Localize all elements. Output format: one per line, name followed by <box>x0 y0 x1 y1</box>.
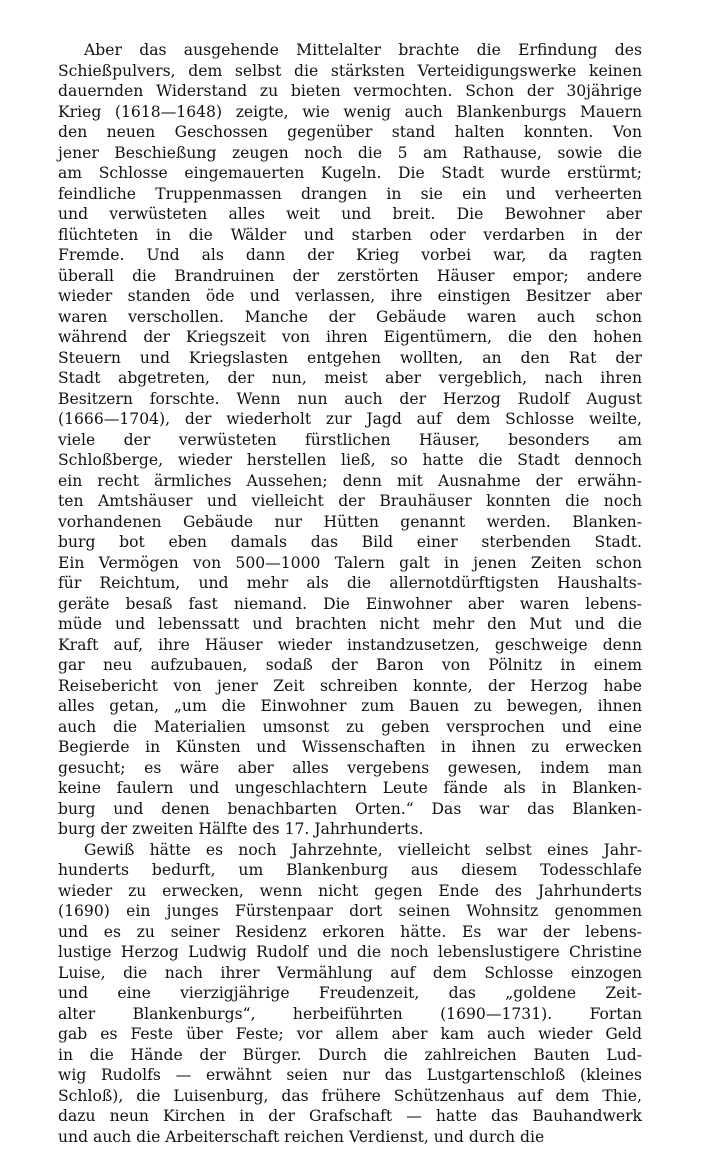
text-line: keine faulern und ungeschlachtern Leute fände als in Blanken- <box>58 779 642 797</box>
text-line: geräte besaß fast niemand. Die Einwohner aber waren lebens- <box>58 594 642 613</box>
text-line: Luise, die nach ihrer Vermählung auf dem Schlosse einzogen <box>58 963 642 982</box>
text-line: (1666—1704), der wiederholt zur Jagd auf dem Schlosse weilte, <box>58 410 642 428</box>
text-line: alles getan, „um die Einwohner zum Bauen zu bewegen, ihnen <box>58 697 642 715</box>
text-line: viele der verwüsteten fürstlichen Häuser, besonders am <box>58 430 642 449</box>
text-line: Reisebericht von jener Zeit schreiben konnte, der Herzog habe <box>58 676 642 695</box>
text-line: Ein Vermögen von 500—1000 Talern galt in jenen Zeiten schon <box>58 553 642 572</box>
text-line: flüchteten in die Wälder und starben oder verdarben in der <box>58 225 642 244</box>
text-line: burg bot eben damals das Bild einer sterbenden Stadt. <box>58 533 642 551</box>
text-line: und auch die Arbeiterschaft reichen Verdienst, und durch die <box>58 1127 545 1146</box>
text-line: wig Rudolfs — erwähnt seien nur das Lustgartenschloß (kleines <box>58 1066 642 1084</box>
text-line: und verwüsteten alles weit und breit. Die Bewohner aber <box>58 205 642 223</box>
text-line: Schießpulvers, dem selbst die stärksten Verteidigungswerke keinen <box>58 61 642 80</box>
text-line: Krieg (1618—1648) zeigte, wie wenig auch Blankenburgs Mauern <box>58 102 642 121</box>
text-line: vorhandenen Gebäude nur Hütten genannt werden. Blanken- <box>58 512 642 531</box>
text-line: gar neu aufzubauen, sodaß der Baron von Pölnitz in einem <box>58 656 642 674</box>
text-line: (1690) ein junges Fürstenpaar dort seinen Wohnsitz genommen <box>58 902 642 920</box>
text-line: gesucht; es wäre aber alles vergebens gewesen, indem man <box>58 758 642 777</box>
text-line: Stadt abgetreten, der nun, meist aber vergeblich, nach ihren <box>58 369 642 387</box>
text-line: Kraft auf, ihre Häuser wieder instandzusetzen, geschweige denn <box>58 635 642 654</box>
text-line: Steuern und Kriegslasten entgehen wollten, an den Rat der <box>58 348 642 367</box>
text-line: Aber das ausgehende Mittelalter brachte die Erfindung des <box>84 41 642 59</box>
text-line: auch die Materialien umsonst zu geben versprochen und eine <box>58 717 642 736</box>
text-line: feindliche Truppenmassen drangen in sie ein und verheerten <box>58 184 642 203</box>
text-line: dauernden Widerstand zu bieten vermochten. Schon der 30jährige <box>58 82 642 100</box>
text-line: überall die Brandruinen der zerstörten Häuser empor; andere <box>58 266 642 285</box>
text-line: hunderts bedurft, um Blankenburg aus diesem Todesschlafe <box>58 861 642 879</box>
paragraph-1 <box>58 40 642 840</box>
text-line: und es zu seiner Residenz erkoren hätte. Es war der lebens- <box>58 922 642 941</box>
paragraph-2 <box>58 840 642 1148</box>
text-line: am Schlosse eingemauerten Kugeln. Die Stadt wurde erstürmt; <box>58 164 642 182</box>
text-line: burg und denen benachbarten Orten.“ Das war das Blanken- <box>58 799 642 818</box>
text-line: Schloßberge, wieder herstellen ließ, so hatte die Stadt dennoch <box>58 451 642 469</box>
text-line: für Reichtum, und mehr als die allernotdürftigsten Haushalts- <box>58 574 642 592</box>
text-line: Begierde in Künsten und Wissenschaften in ihnen zu erwecken <box>58 738 642 756</box>
text-line: und eine vierzigjährige Freudenzeit, das „goldene Zeit- <box>58 984 642 1002</box>
text-line: ein recht ärmliches Aussehen; denn mit Ausnahme der erwähn- <box>58 471 642 490</box>
text-line: jener Beschießung zeugen noch die 5 am Rathause, sowie die <box>58 143 642 162</box>
text-line: Besitzern forschte. Wenn nun auch der Herzog Rudolf August <box>58 389 642 408</box>
text-line: gab es Feste über Feste; vor allem aber kam auch wieder Geld <box>58 1025 642 1043</box>
text-line: dazu neun Kirchen in der Grafschaft — hatte das Bauhandwerk <box>58 1107 642 1125</box>
text-line: den neuen Geschossen gegenüber stand halten konnten. Von <box>58 123 642 141</box>
text-line: alter Blankenburgs“, herbeiführten (1690—1731). Fortan <box>58 1004 642 1023</box>
text-line: in die Hände der Bürger. Durch die zahlreichen Bauten Lud- <box>58 1045 642 1064</box>
text-line: Schloß), die Luisenburg, das frühere Schützenhaus auf dem Thie, <box>58 1086 642 1105</box>
text-line: während der Kriegszeit von ihren Eigentümern, die den hohen <box>58 328 642 346</box>
text-line: Gewiß hätte es noch Jahrzehnte, vielleicht selbst eines Jahr- <box>84 840 642 859</box>
text-line: waren verschollen. Manche der Gebäude waren auch schon <box>58 307 642 326</box>
text-line: wieder zu erwecken, wenn nicht gegen Ende des Jahrhunderts <box>58 881 642 900</box>
text-line: burg der zweiten Hälfte des 17. Jahrhunderts. <box>58 820 424 838</box>
text-line: müde und lebenssatt und brachten nicht mehr den Mut und die <box>58 615 642 633</box>
text-line: lustige Herzog Ludwig Rudolf und die noch lebenslustigere Christine <box>58 943 642 961</box>
text-line: Fremde. Und als dann der Krieg vorbei war, da ragten <box>58 246 642 264</box>
text-line: wieder standen öde und verlassen, ihre einstigen Besitzer aber <box>58 287 642 305</box>
text-line: ten Amtshäuser und vielleicht der Brauhäuser konnten die noch <box>58 492 642 510</box>
